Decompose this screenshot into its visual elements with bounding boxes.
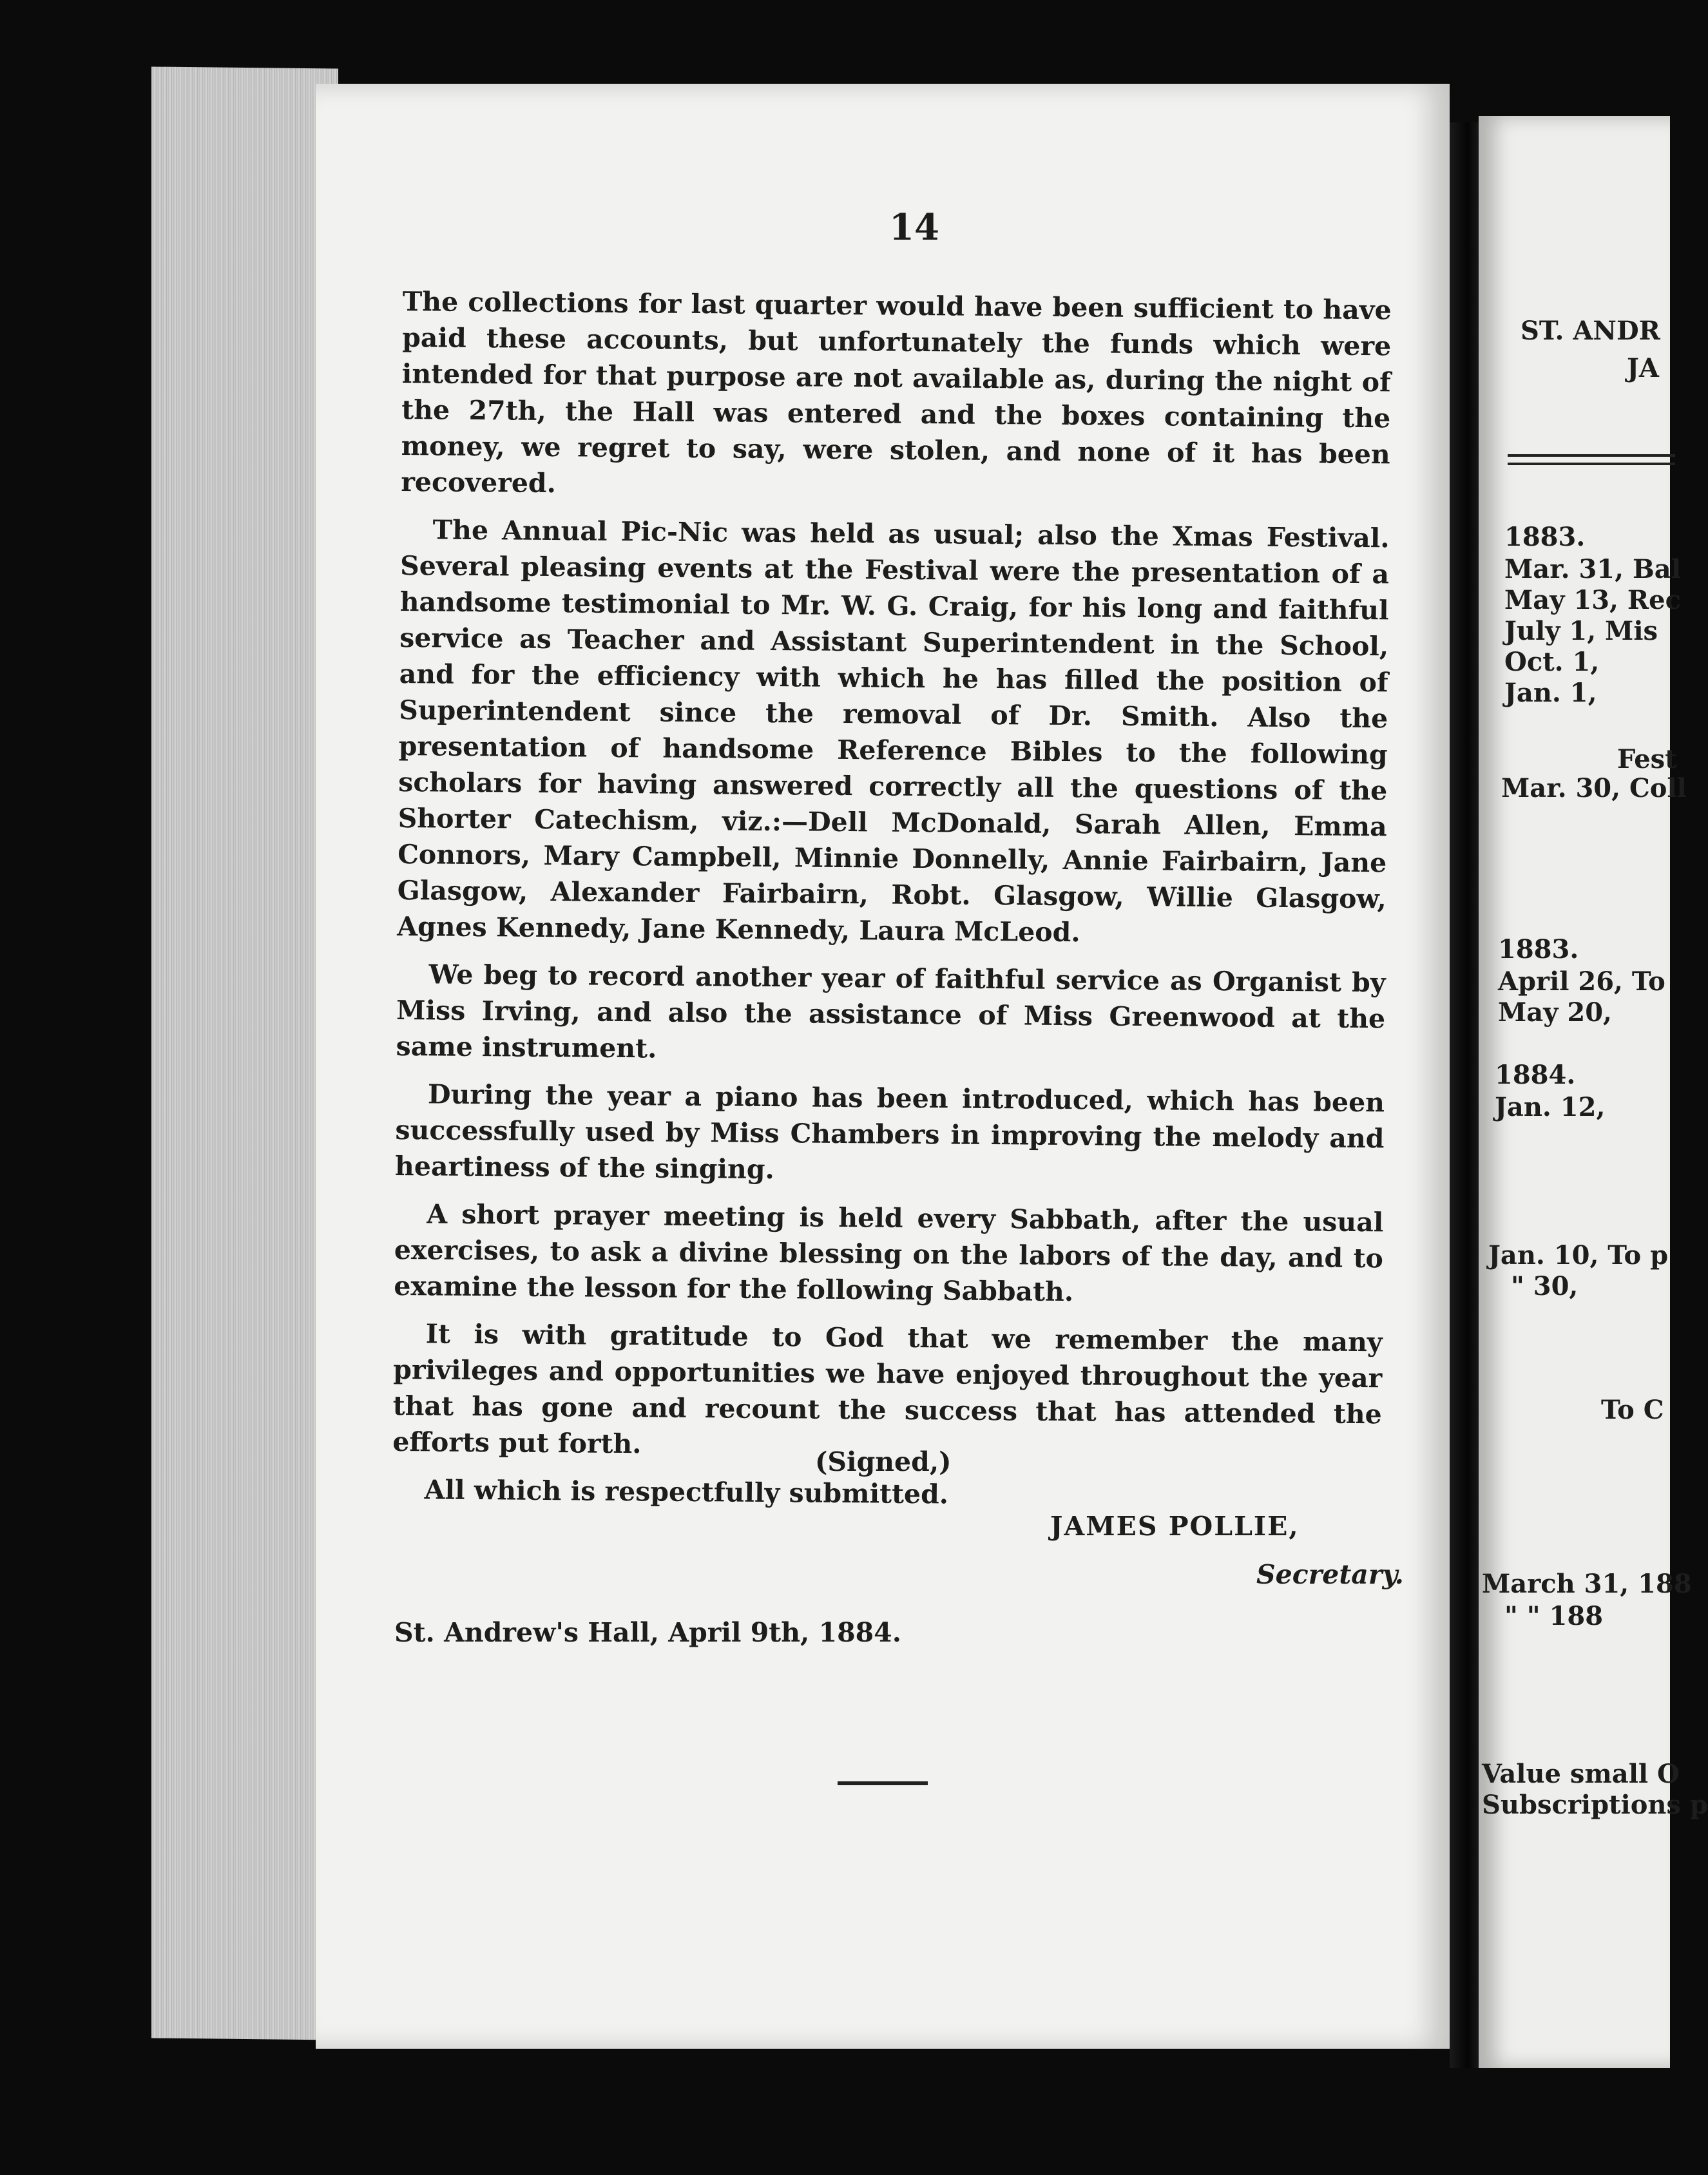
page-edges: [151, 66, 338, 2040]
paragraph-collections: The collections for last quarter would have been sufficient to have paid these accounts, but unfortunately the funds which were intended for that purpose are not available as, during the night of the 27th, the Hall was entered and the boxes containing the money, we regret to say, were stolen, and none of it has been recovered.: [401, 285, 1392, 499]
right-line: Oct. 1,: [1504, 647, 1600, 677]
right-line: Jan. 12,: [1495, 1092, 1606, 1122]
right-line: Mar. 31, Bal: [1504, 554, 1681, 584]
report-body: [392, 283, 1392, 1528]
paragraph-prayer-meeting: A short prayer meeting is held every Sabbath, after the usual exercises, to ask a divine blessing on the labors of the day, and to examine the lesson for the following Sabbath.: [394, 1198, 1384, 1308]
right-line: " 30,: [1511, 1271, 1578, 1301]
paragraph-picnic-festival: The Annual Pic-Nic was held as usual; also the Xmas Festival. Several pleasing events at the Festival were the presentation of a handsome testimonial to Mr. W. G. Craig, for his long and faithful service as Teacher and Assistant Superintendent in the School, and for the efficiency with which he has filled the position of Superintendent since the removal of Dr. Smith. Also the presentation of handsome Reference Bibles to the following scholars for having answered correctly all the questions of the Shorter Catechism, viz.:—Dell McDonald, Sarah Allen, Emma Connors, Mary Campbell, Minnie Donnelly, Annie Fairbairn, Jane Glasgow, Alexander Fairbairn, Robt. Glasgow, Willie Glasgow, Agnes Kennedy, Jane Kennedy, Laura McLeod.: [397, 514, 1390, 948]
right-line: April 26, To: [1498, 966, 1665, 997]
right-double-rule-top: [1508, 454, 1675, 457]
page-number: 14: [889, 206, 939, 249]
closing-rule: [838, 1781, 928, 1785]
right-line: July 1, Mis: [1504, 616, 1658, 646]
right-line: Jan. 10, To p: [1488, 1240, 1669, 1270]
signature-title: Secretary.: [1256, 1559, 1404, 1590]
right-line: 1883.: [1498, 934, 1579, 964]
paragraph-organist: We beg to record another year of faithful service as Organist by Miss Irving, and also the assistance of Miss Greenwood at the same instrument.: [396, 959, 1386, 1064]
paragraph-gratitude: It is with gratitude to God that we remember the many privileges and opportunities we have enjoyed throughout the year that has gone and recount the success that has attended the efforts put forth.: [392, 1318, 1383, 1460]
right-line: Value small O: [1482, 1759, 1680, 1789]
right-line: May 13, Rec: [1504, 585, 1681, 615]
right-line: Fest: [1617, 744, 1677, 774]
right-heading-1: ST. ANDR: [1521, 316, 1660, 346]
right-heading-2: JA: [1627, 353, 1659, 383]
paragraph-piano: During the year a piano has been introduced, which has been successfully used by Miss Chambers in improving the melody and heartiness of the singing.: [394, 1078, 1385, 1185]
right-line: 1884.: [1495, 1060, 1576, 1090]
right-line: March 31, 188: [1482, 1569, 1692, 1599]
signed-label: (Signed,): [815, 1446, 952, 1477]
right-line: " " 188: [1504, 1601, 1604, 1631]
right-line: Jan. 1,: [1504, 678, 1597, 708]
right-line: Mar. 30, Coll: [1501, 773, 1687, 803]
right-line: 1883.: [1504, 522, 1586, 552]
place-date: St. Andrew's Hall, April 9th, 1884.: [394, 1617, 901, 1648]
right-double-rule-bottom: [1508, 463, 1675, 465]
paragraph-submitted: All which is respectfully submitted.: [424, 1474, 949, 1510]
right-line: May 20,: [1498, 997, 1612, 1028]
right-line: To C: [1601, 1395, 1664, 1425]
signature-name: JAMES POLLIE,: [1050, 1511, 1300, 1542]
right-line: Subscriptions p: [1482, 1790, 1708, 1820]
